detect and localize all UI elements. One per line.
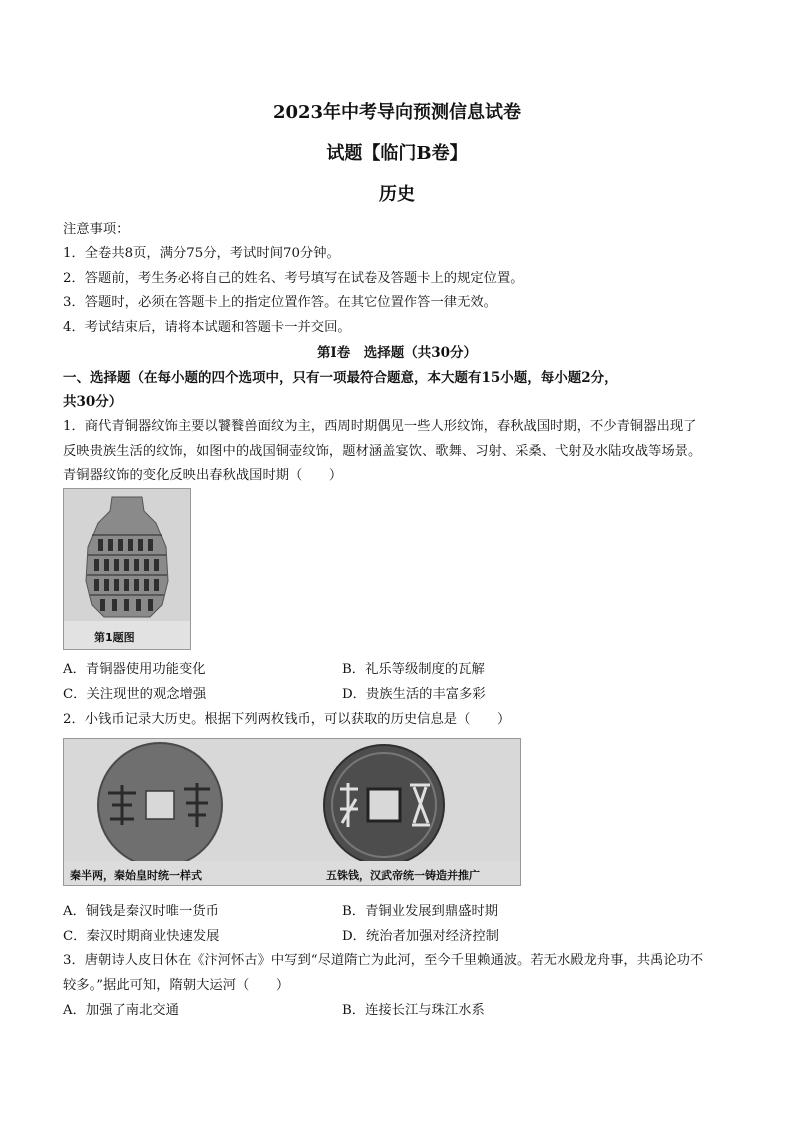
- bronze-vessel-illustration: [64, 489, 190, 649]
- coin-left-caption: 秦半两，秦始皇时统一样式: [70, 869, 202, 882]
- q3-option-a[interactable]: A．加强了南北交通: [63, 1003, 179, 1018]
- q3-stem-line: 较多。”据此可知，隋朝大运河（ ）: [63, 978, 290, 993]
- notice-item: 4．考试结束后，请将本试题和答题卡一并交回。: [63, 320, 351, 335]
- q2-option-a[interactable]: A．铜钱是秦汉时唯一货币: [63, 904, 219, 919]
- q2-option-b[interactable]: B．青铜业发展到鼎盛时期: [342, 904, 499, 919]
- exam-subtitle: 试题【临门B卷】: [326, 143, 468, 164]
- ban-liang-coin: [98, 743, 222, 867]
- coins-figure: [63, 738, 521, 886]
- q2-stem-line: 2．小钱币记录大历史。根据下列两枚钱币，可以获取的历史信息是（ ）: [63, 712, 511, 727]
- part1-instruction-cont: 共30分）: [63, 394, 123, 410]
- q3-stem-line: 3．唐朝诗人皮日休在《汴河怀古》中写到“尽道隋亡为此河，至今千里赖通波。若无水殿龙舟事，共禹论功不: [63, 953, 704, 968]
- q1-stem-line: 青铜器纹饰的变化反映出春秋战国时期（ ）: [63, 468, 343, 483]
- q1-stem-line: 反映贵族生活的纹饰，如图中的战国铜壶纹饰，题材涵盖宴饮、歌舞、习射、采桑、弋射及水陆攻战等场景。: [63, 444, 702, 459]
- notice-item: 3．答题时，必须在答题卡上的指定位置作答。在其它位置作答一律无效。: [63, 295, 497, 310]
- figure-caption: 第1题图: [94, 631, 135, 644]
- exam-title: 2023年中考导向预测信息试卷: [272, 102, 522, 123]
- coins-illustration: [64, 739, 520, 885]
- notice-item: 1．全卷共8页，满分75分，考试时间70分钟。: [63, 246, 340, 261]
- q2-option-c[interactable]: C．秦汉时期商业快速发展: [63, 929, 220, 944]
- notice-heading: 注意事项：: [63, 222, 130, 237]
- part1-heading: 第Ⅰ卷 选择题（共30分）: [316, 345, 478, 361]
- subject-title: 历史: [379, 184, 415, 205]
- q1-option-c[interactable]: C．关注现世的观念增强: [63, 687, 207, 702]
- q1-stem-line: 1．商代青铜器纹饰主要以饕餮兽面纹为主，西周时期偶见一些人形纹饰，春秋战国时期，不少青铜器出现了: [63, 419, 697, 434]
- wu-zhu-coin: [324, 745, 444, 865]
- q1-option-b[interactable]: B．礼乐等级制度的瓦解: [342, 662, 485, 677]
- bronze-vessel-figure: [63, 488, 191, 650]
- coin-right-caption: 五铢钱，汉武帝统一铸造并推广: [326, 869, 480, 882]
- part1-instruction: 一、选择题（在每小题的四个选项中，只有一项最符合题意，本大题有15小题，每小题2分，: [63, 370, 618, 386]
- q3-option-b[interactable]: B．连接长江与珠江水系: [342, 1003, 485, 1018]
- q2-option-d[interactable]: D．统治者加强对经济控制: [342, 929, 499, 944]
- q1-option-a[interactable]: A．青铜器使用功能变化: [63, 662, 206, 677]
- notice-item: 2．答题前，考生务必将自己的姓名、考号填写在试卷及答题卡上的规定位置。: [63, 271, 524, 286]
- q1-option-d[interactable]: D．贵族生活的丰富多彩: [342, 687, 486, 702]
